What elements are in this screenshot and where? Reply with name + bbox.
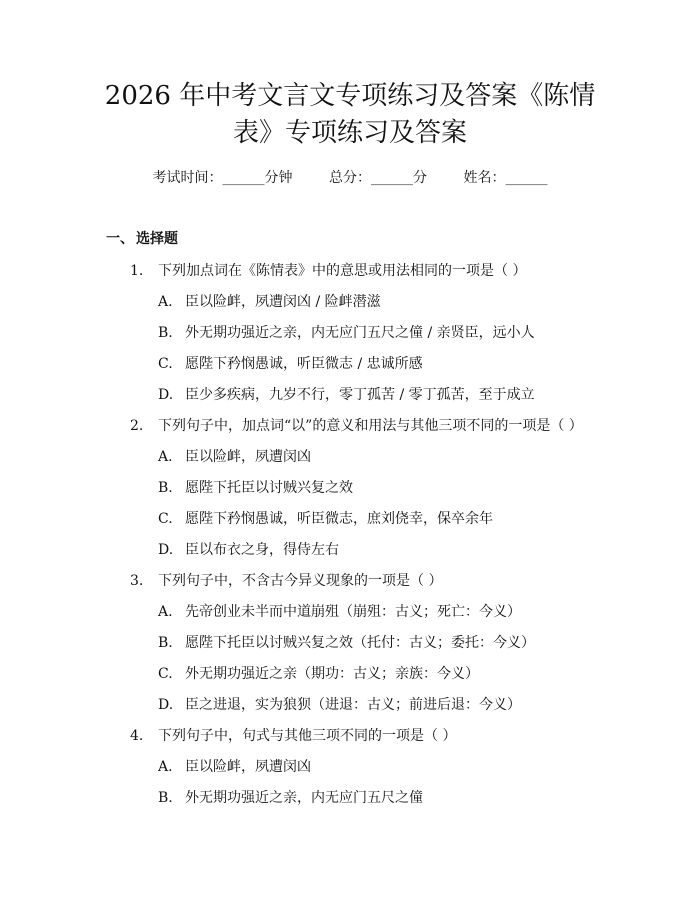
option-label: D. <box>158 387 174 403</box>
answer-option <box>0 380 700 411</box>
option-label: B. <box>158 325 173 341</box>
option-text: 臣以险衅，夙遭闵凶 / 险衅潜滋 <box>185 294 381 310</box>
option-text: 外无期功强近之亲，内无应门五尺之僮 / 亲贤臣，远小人 <box>185 325 535 341</box>
option-label: D. <box>158 697 174 713</box>
document-title <box>60 78 640 152</box>
question-1 <box>0 256 700 411</box>
answer-option <box>0 783 700 814</box>
section-heading <box>106 228 178 250</box>
option-label: B. <box>158 480 173 496</box>
answer-option <box>0 690 700 721</box>
answer-option <box>0 349 700 380</box>
option-text: 臣以险衅，夙遭闵凶 <box>185 449 311 465</box>
answer-option <box>0 287 700 318</box>
question-number: 1. <box>130 263 144 279</box>
exam-info <box>0 168 700 188</box>
answer-option <box>0 597 700 628</box>
question-text: 下列加点词在《陈情表》中的意思或用法相同的一项是（ ） <box>158 263 527 279</box>
answer-option <box>0 535 700 566</box>
title-line-2: 表》专项练习及答案 <box>232 118 467 148</box>
option-text: 臣以险衅，夙遭闵凶 <box>185 759 311 775</box>
question-number: 2. <box>130 418 144 434</box>
question-3 <box>0 566 700 721</box>
option-label: A. <box>158 759 173 775</box>
question-stem <box>0 566 700 597</box>
answer-option <box>0 752 700 783</box>
question-2 <box>0 411 700 566</box>
title-line-1: 2026 年中考文言文专项练习及答案《陈情 <box>104 81 596 111</box>
option-text: 臣少多疾病，九岁不行，零丁孤苦 / 零丁孤苦，至于成立 <box>185 387 535 403</box>
option-text: 愿陛下托臣以讨贼兴复之效（托付：古义；委托：今义） <box>185 635 535 651</box>
option-label: C. <box>158 356 173 372</box>
option-label: A. <box>158 294 173 310</box>
option-text: 外无期功强近之亲（期功：古义；亲族：今义） <box>185 666 479 682</box>
option-label: A. <box>158 449 173 465</box>
option-label: D. <box>158 542 174 558</box>
question-number: 4. <box>130 728 144 744</box>
option-text: 外无期功强近之亲，内无应门五尺之僮 <box>185 790 423 806</box>
question-stem <box>0 256 700 287</box>
answer-option <box>0 628 700 659</box>
option-label: C. <box>158 666 173 682</box>
option-text: 臣以布衣之身，得侍左右 <box>185 542 339 558</box>
question-stem <box>0 721 700 752</box>
total-score-field: 总分：______分 <box>329 170 427 186</box>
answer-option <box>0 473 700 504</box>
section-number: 一、 <box>106 231 134 247</box>
option-text: 先帝创业未半而中道崩殂（崩殂：古义；死亡：今义） <box>185 604 521 620</box>
question-4 <box>0 721 700 814</box>
option-text: 愿陛下托臣以讨贼兴复之效 <box>185 480 353 496</box>
option-label: C. <box>158 511 173 527</box>
answer-option <box>0 442 700 473</box>
question-number: 3. <box>130 573 144 589</box>
question-stem <box>0 411 700 442</box>
option-label: B. <box>158 635 173 651</box>
option-text: 臣之进退，实为狼狈（进退：古义；前进后退：今义） <box>185 697 521 713</box>
answer-option <box>0 504 700 535</box>
section-title: 选择题 <box>136 231 178 247</box>
exam-time-field: 考试时间：______分钟 <box>152 170 293 186</box>
answer-option <box>0 318 700 349</box>
question-text: 下列句子中，加点词“以”的意义和用法与其他三项不同的一项是（ ） <box>158 418 583 434</box>
option-text: 愿陛下矜悯愚诚，听臣微志，庶刘侥幸，保卒余年 <box>185 511 493 527</box>
answer-option <box>0 659 700 690</box>
option-text: 愿陛下矜悯愚诚，听臣微志 / 忠诚所感 <box>185 356 423 372</box>
question-list <box>0 256 700 814</box>
option-label: A. <box>158 604 173 620</box>
student-name-field: 姓名：______ <box>463 170 548 186</box>
question-text: 下列句子中，不含古今异义现象的一项是（ ） <box>158 573 443 589</box>
question-text: 下列句子中，句式与其他三项不同的一项是（ ） <box>158 728 457 744</box>
option-label: B. <box>158 790 173 806</box>
